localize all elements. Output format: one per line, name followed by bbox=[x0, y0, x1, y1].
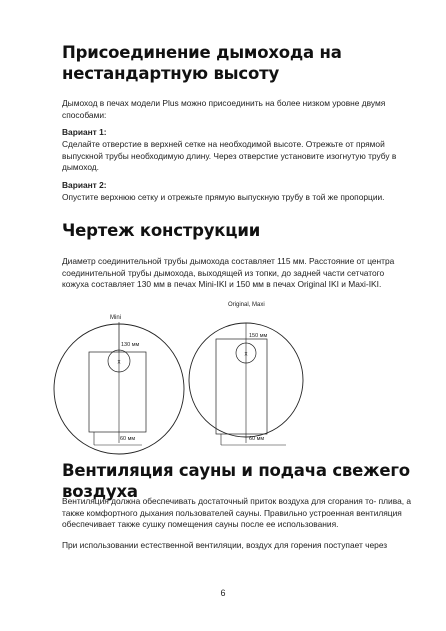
variant-1-text: Сделайте отверстие в верхней сетке на необходимой высоте. Отрежьте от прямой выпускной трубы необходимую длину. Через отверстие установите изогнутую трубу в дымоход. bbox=[62, 139, 397, 173]
ventilation-paragraph-1: Вентиляция должна обеспечивать достаточный приток воздуха для сгорания то- плива, а также комфортного дыхания пользователей сауны. Правильно устроенная вентиляция обеспечивает также сушку помещения сауны после ее использования. bbox=[62, 496, 412, 530]
variant-2-label: Вариант 2: bbox=[62, 180, 107, 190]
page-number: 6 bbox=[220, 588, 226, 598]
mini-label: Mini bbox=[110, 315, 122, 321]
original-maxi-label: Original, Maxi bbox=[228, 302, 265, 308]
drawing-description-paragraph: Диаметр соединительной трубы дымохода составляет 115 мм. Расстояние от центра соединительной трубы дымохода, выходящей из топки, до задней части сетчатого кожуха составляет 130 мм в печах Mini-IKI и 150 мм в печах Original IKI и Maxi-IKI. bbox=[62, 256, 395, 290]
ventilation-paragraph-2: При использовании естественной вентиляции, воздух для горения поступает через bbox=[62, 540, 388, 550]
section-title-drawing: Чертеж конструкции bbox=[62, 221, 261, 240]
variant-1-label: Вариант 1: bbox=[62, 127, 107, 137]
chimney-intro-paragraph: Дымоход в печах модели Plus можно присоединить на более низком уровне двумя способами: bbox=[62, 98, 386, 120]
original-top-dimension: 150 мм bbox=[249, 333, 268, 339]
mini-stove-drawing bbox=[54, 315, 184, 454]
section-title-chimney-height: Присоединение дымохода на нестандартную высоту bbox=[62, 43, 342, 83]
svg-text:x: x bbox=[244, 351, 248, 358]
variant-2-text: Опустите верхнюю сетку и отрежьте прямую выпускную трубу в той же пропорции. bbox=[62, 192, 385, 202]
original-maxi-stove-drawing bbox=[189, 302, 303, 445]
mini-bottom-dimension: 60 мм bbox=[120, 436, 136, 442]
section-title-ventilation: Вентиляция сауны и подача свежего воздуха bbox=[62, 461, 410, 501]
mini-top-dimension: 130 мм bbox=[121, 342, 140, 348]
original-bottom-dimension: 60 мм bbox=[249, 436, 265, 442]
original-firebox-rect bbox=[216, 339, 267, 434]
svg-text:x: x bbox=[117, 359, 121, 366]
